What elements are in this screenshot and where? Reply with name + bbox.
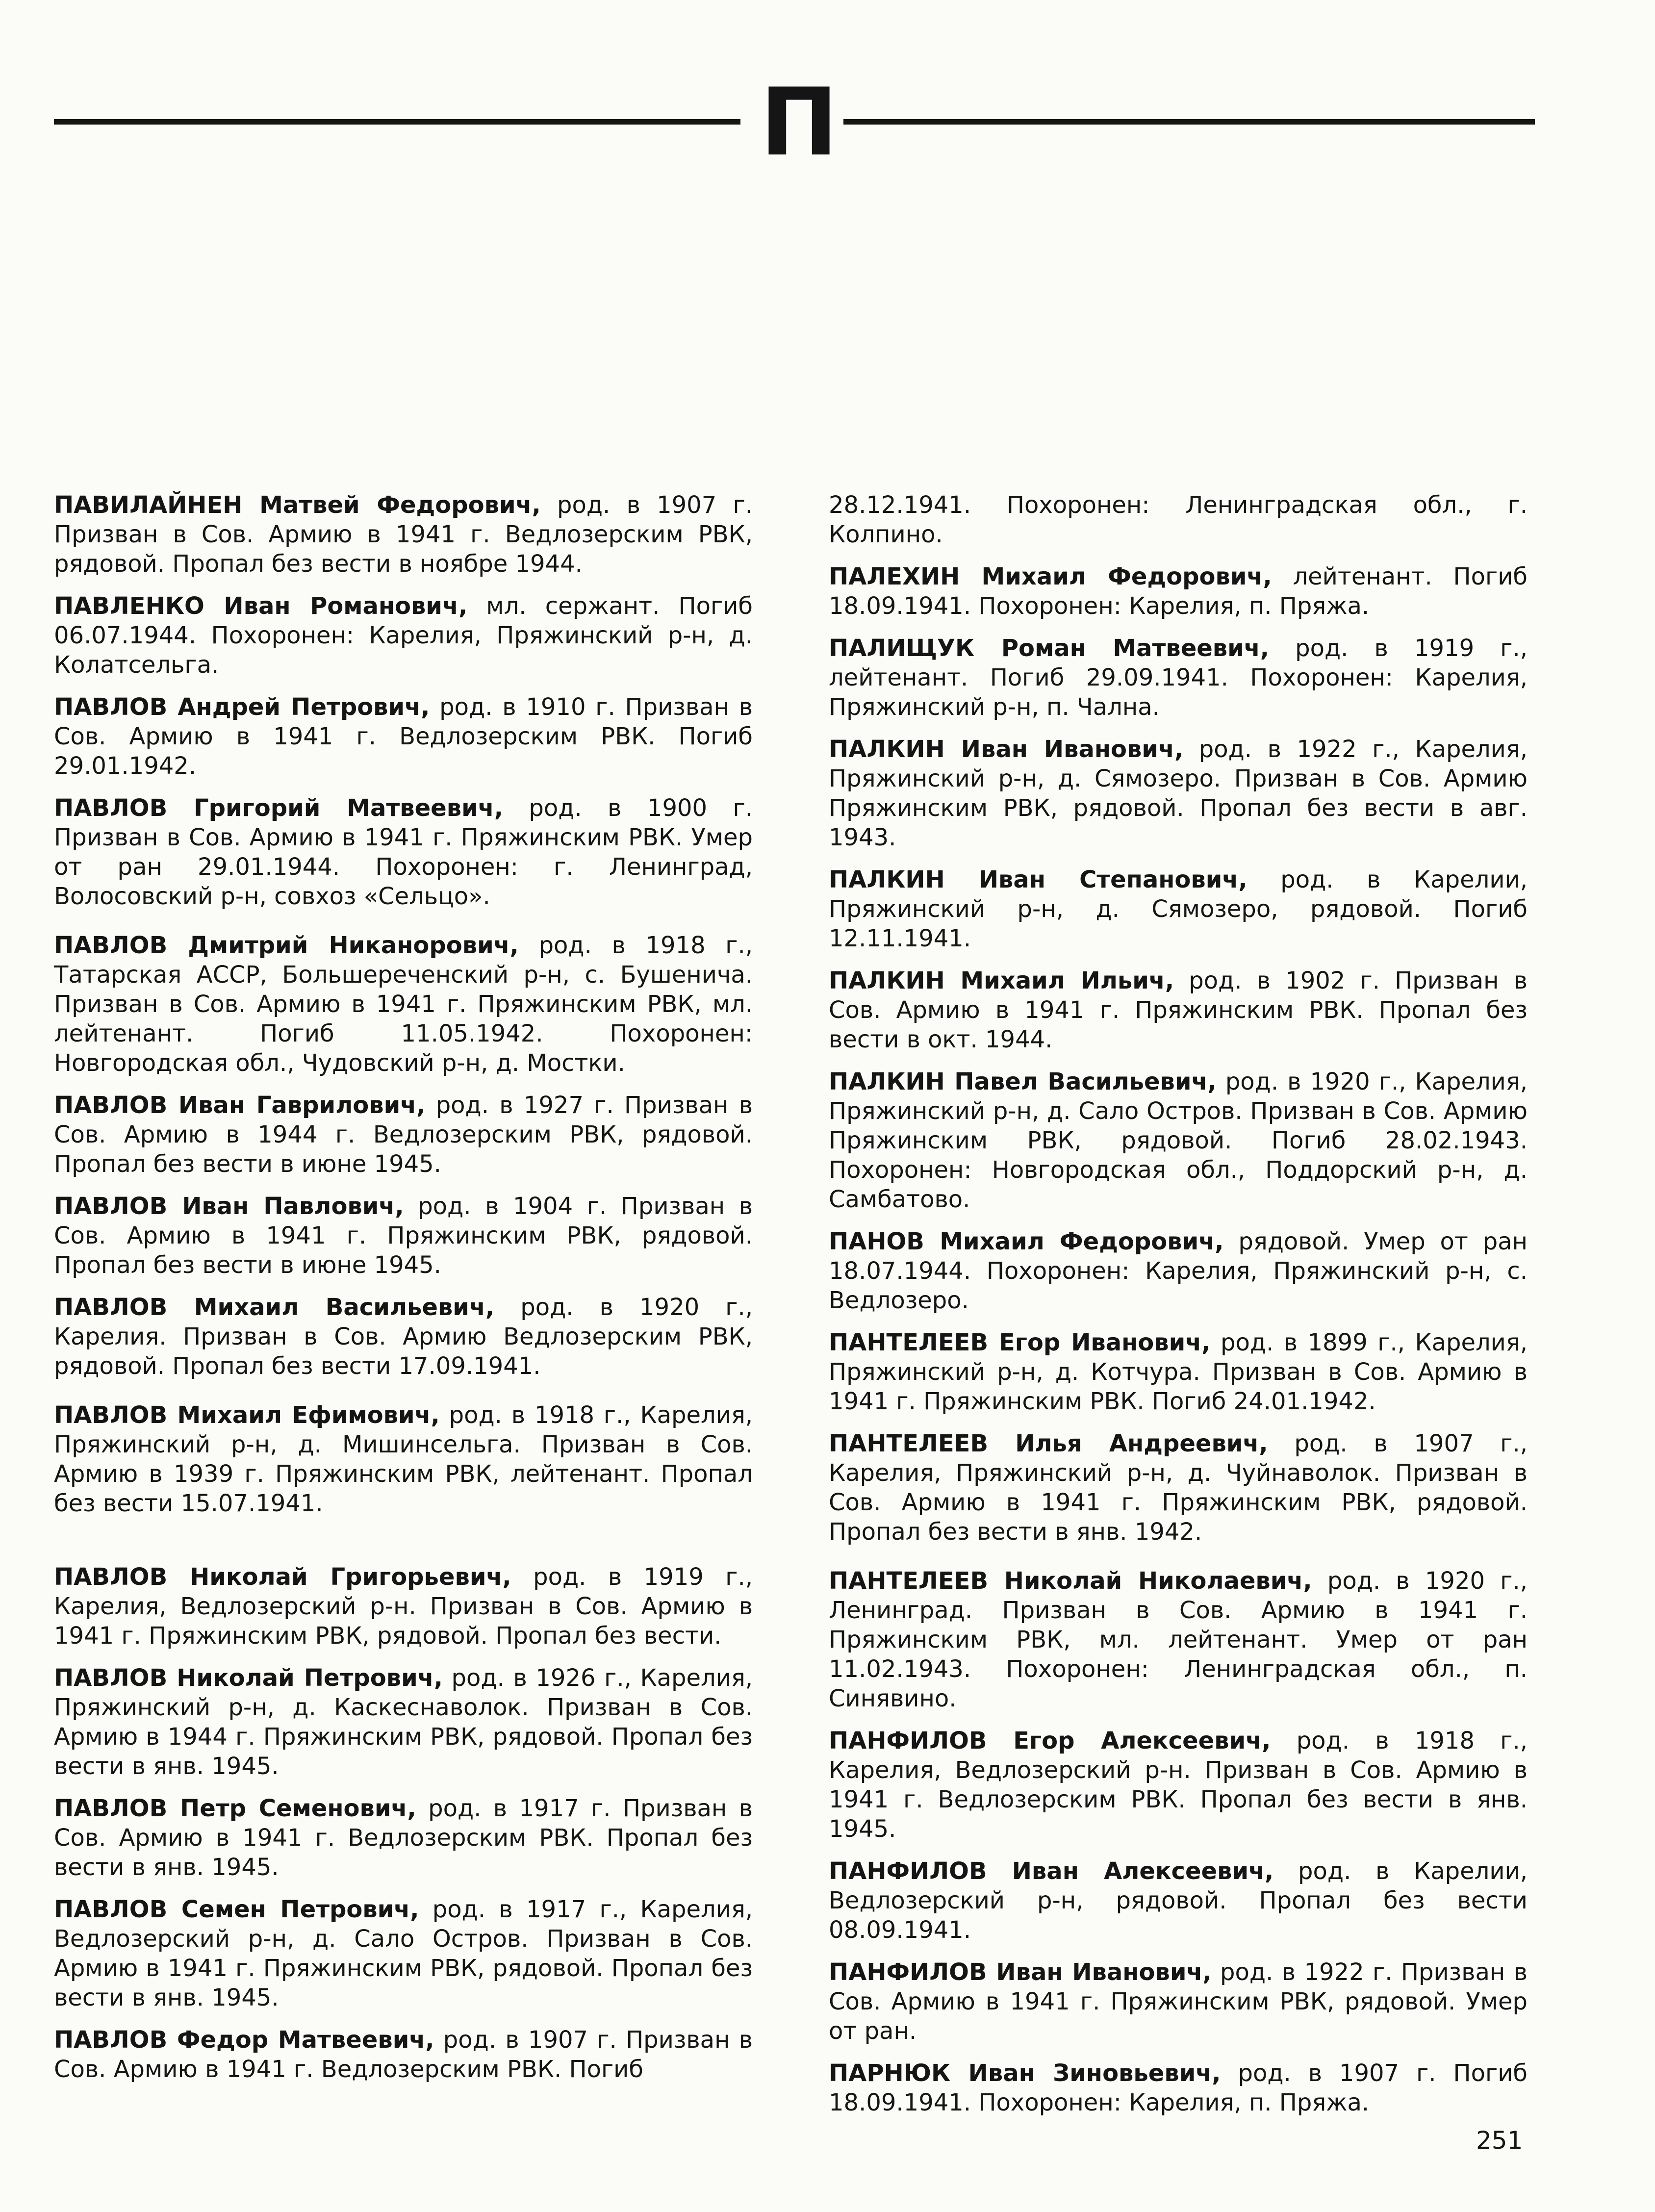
- entry-name: ПАВИЛАЙНЕН Матвей Федорович,: [54, 491, 541, 519]
- entry-name: ПАЛКИН Иван Иванович,: [829, 736, 1184, 763]
- entry-name: ПАВЛОВ Николай Петрович,: [54, 1664, 443, 1692]
- entry-text: род. в 1918 г., Карелия, Пряжинский р-н, д. Мишинсельга. Призван в Сов. Армию в 1939 г. Пряжинским РВК, лейтенант. Пропал без вести 15.07.1941.: [54, 1401, 753, 1517]
- entry-name: ПАЛКИН Павел Васильевич,: [829, 1068, 1217, 1095]
- entry-text: род. в 1918 г., Татарская АССР, Большереченский р-н, с. Бушенича. Призван в Сов. Армию в 1941 г. Пряжинским РВК, мл. лейтенант. Погиб 11.05.1942. Похоронен: Новгородская обл., Чудовский р-н, д. Мостки.: [54, 932, 753, 1077]
- entry-name: ПАЛЕХИН Михаил Федорович,: [829, 563, 1272, 590]
- entry-text: род. в 1919 г., Карелия, Ведлозерский р-н. Призван в Сов. Армию в 1941 г. Пряжинским РВК, рядовой. Пропал без вести.: [54, 1563, 753, 1650]
- entry-name: ПАВЛОВ Михаил Васильевич,: [54, 1294, 495, 1321]
- entry-text: рядовой. Умер от ран 18.07.1944. Похоронен: Карелия, Пряжинский р-н, с. Ведлозеро.: [829, 1228, 1528, 1314]
- header-rule-left: [54, 119, 740, 125]
- entry-text: род. в 1920 г., Ленинград. Призван в Сов. Армию в 1941 г. Пряжинским РВК, мл. лейтенант. Умер от ран 11.02.1943. Похоронен: Ленинградская обл., п. Синявино.: [829, 1567, 1528, 1712]
- entry-text: род. в 1917 г., Карелия, Ведлозерский р-н, д. Сало Остров. Призван в Сов. Армию в 1941 г. Пряжинским РВК, рядовой. Пропал без вести в янв. 1945.: [54, 1896, 753, 2011]
- entry-text: род. в 1899 г., Карелия, Пряжинский р-н, д. Котчура. Призван в Сов. Армию в 1941 г. Пряжинским РВК. Погиб 24.01.1942.: [829, 1329, 1528, 1415]
- entry: [829, 1566, 1528, 1713]
- entry: [829, 2059, 1528, 2117]
- entry-text: род. в 1917 г. Призван в Сов. Армию в 1941 г. Ведлозерским РВК. Пропал без вести в янв. 1945.: [54, 1795, 753, 1881]
- entry-text: род. в 1918 г., Карелия, Ведлозерский р-н. Призван в Сов. Армию в 1941 г. Ведлозерским РВК. Пропал без вести в янв. 1945.: [829, 1727, 1528, 1843]
- entry-text: род. в 1922 г., Карелия, Пряжинский р-н, д. Сямозеро. Призван в Сов. Армию Пряжинским РВК, рядовой. Пропал без вести в авг. 1943.: [829, 736, 1528, 851]
- page-number: 251: [1476, 2126, 1523, 2155]
- entry-name: ПАНФИЛОВ Иван Иванович,: [829, 1958, 1212, 1986]
- entry: [829, 634, 1528, 722]
- entry-name: ПАНТЕЛЕЕВ Егор Иванович,: [829, 1329, 1211, 1356]
- entry-text: род. в 1910 г. Призван в Сов. Армию в 1941 г. Ведлозерским РВК. Погиб 29.01.1942.: [54, 693, 753, 780]
- entry-name: ПАНТЕЛЕЕВ Илья Андреевич,: [829, 1430, 1268, 1457]
- entry: [54, 692, 753, 781]
- entry-text: род. в Карелии, Пряжинский р-н, д. Сямозеро, рядовой. Погиб 12.11.1941.: [829, 866, 1528, 952]
- entry: [54, 1794, 753, 1882]
- entry: [54, 490, 753, 579]
- entry-text: род. в 1920 г., Карелия, Пряжинский р-н, д. Сало Остров. Призван в Сов. Армию Пряжинским РВК, рядовой. Погиб 28.02.1943. Похоронен: Новгородская обл., Поддорский р-н, д. Самбатово.: [829, 1068, 1528, 1213]
- entry: [829, 1227, 1528, 1315]
- entry-text: род. в 1922 г. Призван в Сов. Армию в 1941 г. Пряжинским РВК, рядовой. Умер от ран.: [829, 1958, 1528, 2045]
- continued-entry-text: 28.12.1941. Похоронен: Ленинградская обл., г. Колпино.: [829, 491, 1528, 548]
- entry-text: род. в 1927 г. Призван в Сов. Армию в 1944 г. Ведлозерским РВК, рядовой. Пропал без вести в июне 1945.: [54, 1092, 753, 1178]
- entry-name: ПАЛИЩУК Роман Матвеевич,: [829, 635, 1270, 662]
- entry: [54, 1895, 753, 2012]
- entry-name: ПАВЛЕНКО Иван Романович,: [54, 592, 468, 620]
- entry: [54, 1091, 753, 1179]
- entry-text: род. в 1900 г. Призван в Сов. Армию в 1941 г. Пряжинским РВК. Умер от ран 29.01.1944. Похоронен: г. Ленинград, Волосовский р-н, совхоз «Сельцо».: [54, 794, 753, 910]
- entry: [829, 1726, 1528, 1844]
- entry-name: ПАРНЮК Иван Зиновьевич,: [829, 2059, 1221, 2087]
- entry-name: ПАВЛОВ Иван Павлович,: [54, 1193, 404, 1220]
- entry-text: род. в 1902 г. Призван в Сов. Армию в 1941 г. Пряжинским РВК. Пропал без вести в окт. 1944.: [829, 967, 1528, 1053]
- entry-text: род. в 1904 г. Призван в Сов. Армию в 1941 г. Пряжинским РВК, рядовой. Пропал без вести в июне 1945.: [54, 1193, 753, 1279]
- entry: [829, 1328, 1528, 1416]
- entry: [829, 1067, 1528, 1214]
- entry-name: ПАВЛОВ Михаил Ефимович,: [54, 1401, 440, 1429]
- entry: [829, 865, 1528, 953]
- entry-name: ПАНОВ Михаил Федорович,: [829, 1228, 1224, 1255]
- entry-text: род. в 1926 г., Карелия, Пряжинский р-н, д. Каскеснаволок. Призван в Сов. Армию в 1944 г. Пряжинским РВК, рядовой. Пропал без вести в янв. 1945.: [54, 1664, 753, 1780]
- entry: [54, 793, 753, 911]
- entry-name: ПАВЛОВ Федор Матвеевич,: [54, 2026, 434, 2054]
- entry-text: род. в Карелии, Ведлозерский р-н, рядовой. Пропал без вести 08.09.1941.: [829, 1857, 1528, 1944]
- entry-name: ПАНФИЛОВ Иван Алексеевич,: [829, 1857, 1274, 1885]
- entry: [54, 2025, 753, 2084]
- entry-text: род. в 1907 г. Призван в Сов. Армию в 1941 г. Ведлозерским РВК, рядовой. Пропал без вести в ноябре 1944.: [54, 491, 753, 578]
- entry-text: лейтенант. Погиб 18.09.1941. Похоронен: Карелия, п. Пряжа.: [829, 563, 1528, 620]
- entry-name: ПАВЛОВ Григорий Матвеевич,: [54, 794, 503, 822]
- entry-text: род. в 1919 г., лейтенант. Погиб 29.09.1941. Похоронен: Карелия, Пряжинский р-н, п. Чална.: [829, 635, 1528, 721]
- entry: [829, 562, 1528, 621]
- entry: [829, 966, 1528, 1054]
- entry: [829, 735, 1528, 852]
- section-header: [54, 68, 1535, 177]
- header-rule-right: [843, 119, 1535, 125]
- entry-name: ПАНТЕЛЕЕВ Николай Николаевич,: [829, 1567, 1312, 1595]
- entry: [829, 1429, 1528, 1547]
- entry-text: род. в 1907 г. Погиб 18.09.1941. Похоронен: Карелия, п. Пряжа.: [829, 2059, 1528, 2116]
- entry-text: род. в 1907 г., Карелия, Пряжинский р-н, д. Чуйнаволок. Призван в Сов. Армию в 1941 г. Пряжинским РВК, рядовой. Пропал без вести в янв. 1942.: [829, 1430, 1528, 1546]
- entry: [54, 591, 753, 680]
- entry-name: ПАВЛОВ Дмитрий Никанорович,: [54, 932, 519, 959]
- entry-name: ПАВЛОВ Андрей Петрович,: [54, 693, 430, 721]
- left-column: [54, 490, 753, 2097]
- entry: [54, 1562, 753, 1651]
- entry-text: род. в 1920 г., Карелия. Призван в Сов. Армию Ведлозерским РВК, рядовой. Пропал без вести 17.09.1941.: [54, 1294, 753, 1380]
- entry-name: ПАВЛОВ Петр Семенович,: [54, 1795, 416, 1822]
- section-letter: П: [760, 68, 839, 177]
- entry: [829, 1856, 1528, 1945]
- entry-name: ПАВЛОВ Николай Григорьевич,: [54, 1563, 511, 1591]
- entry: [54, 1400, 753, 1518]
- entry: [829, 1958, 1528, 2046]
- entry: [54, 931, 753, 1078]
- entry: [54, 1192, 753, 1280]
- entry-name: ПАЛКИН Михаил Ильич,: [829, 967, 1174, 994]
- right-column: [829, 490, 1528, 2130]
- entry-text: мл. сержант. Погиб 06.07.1944. Похоронен: Карелия, Пряжинский р-н, д. Колатсельга.: [54, 592, 753, 679]
- entry: [54, 1293, 753, 1381]
- entry-name: ПАВЛОВ Семен Петрович,: [54, 1896, 419, 1923]
- entry-text: род. в 1907 г. Призван в Сов. Армию в 1941 г. Ведлозерским РВК. Погиб: [54, 2026, 753, 2083]
- entry: [54, 1663, 753, 1781]
- entry-name: ПАВЛОВ Иван Гаврилович,: [54, 1092, 426, 1119]
- entry-name: ПАНФИЛОВ Егор Алексеевич,: [829, 1727, 1271, 1754]
- entry-name: ПАЛКИН Иван Степанович,: [829, 866, 1248, 893]
